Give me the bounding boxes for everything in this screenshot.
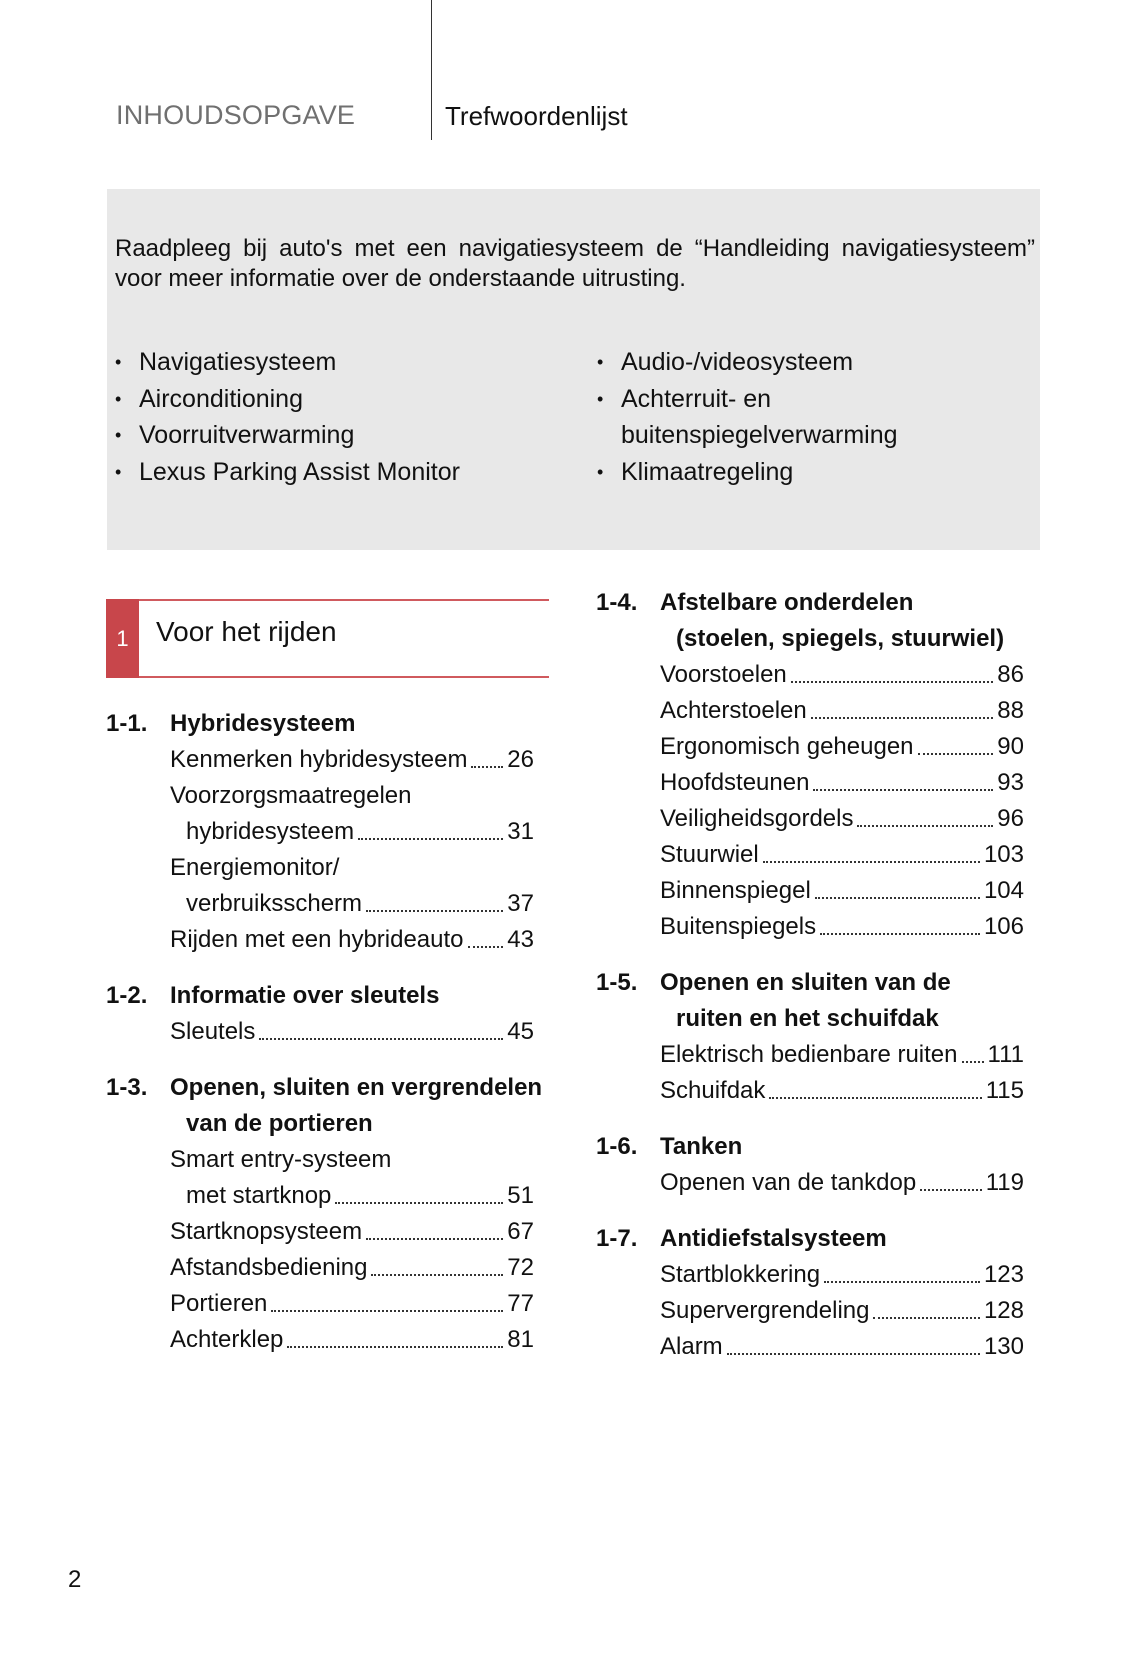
toc-entry[interactable]: Hoofdsteunen 93 bbox=[596, 765, 1024, 801]
list-item: • Achterruit- en bbox=[597, 381, 898, 418]
section-heading[interactable] bbox=[106, 706, 534, 742]
list-item: • Airconditioning bbox=[115, 381, 460, 418]
section-heading[interactable] bbox=[106, 1070, 543, 1106]
page-ref: 51 bbox=[507, 1182, 534, 1209]
bullet-icon: • bbox=[115, 461, 122, 482]
page-ref: 123 bbox=[983, 1261, 1024, 1288]
toc-entry[interactable]: Afstandsbediening 72 bbox=[106, 1250, 534, 1286]
dot-leader bbox=[471, 742, 503, 768]
section-heading-continuation[interactable] bbox=[596, 1001, 1024, 1037]
toc-entry[interactable]: met startknop 51 bbox=[106, 1178, 534, 1214]
chapter-heading bbox=[106, 599, 549, 678]
dot-leader bbox=[824, 1257, 980, 1283]
section-heading[interactable] bbox=[596, 1129, 1024, 1165]
page-ref: 86 bbox=[997, 661, 1024, 688]
toc-entry[interactable]: Kenmerken hybridesysteem 26 bbox=[106, 742, 534, 778]
page-ref: 26 bbox=[507, 746, 534, 773]
section-title: Hybridesysteem bbox=[170, 710, 356, 737]
toc-entry[interactable]: verbruiksscherm 37 bbox=[106, 886, 534, 922]
dot-leader bbox=[259, 1014, 503, 1040]
toc-left-column bbox=[106, 706, 543, 1378]
list-item: • Audio-/videosysteem bbox=[597, 344, 898, 381]
dot-leader bbox=[763, 837, 980, 863]
chapter-title[interactable]: Voor het rijden bbox=[156, 616, 337, 647]
header-divider bbox=[431, 0, 432, 140]
dot-leader bbox=[920, 1165, 982, 1191]
toc-entry[interactable]: Voorstoelen 86 bbox=[596, 657, 1024, 693]
toc-entry[interactable]: Startblokkering 123 bbox=[596, 1257, 1024, 1293]
toc-section-1-4 bbox=[596, 585, 1024, 945]
section-title: ruiten en het schuifdak bbox=[676, 1005, 939, 1032]
toc-entry[interactable]: Binnenspiegel 104 bbox=[596, 873, 1024, 909]
section-number: 1-1. bbox=[106, 710, 148, 737]
toc-section-1-3 bbox=[106, 1070, 543, 1358]
toc-entry[interactable]: Portieren 77 bbox=[106, 1286, 534, 1322]
list-item: • Klimaatregeling bbox=[597, 454, 898, 491]
toc-right-column bbox=[596, 585, 1024, 1385]
chapter-rule-top bbox=[139, 599, 549, 601]
list-item: • Lexus Parking Assist Monitor bbox=[115, 454, 460, 491]
page-ref: 77 bbox=[507, 1290, 534, 1317]
section-title: Informatie over sleutels bbox=[170, 982, 440, 1009]
dot-leader bbox=[287, 1322, 503, 1348]
toc-entry-line[interactable]: Energiemonitor/ bbox=[170, 854, 340, 881]
section-number: 1-3. bbox=[106, 1074, 148, 1101]
page-ref: 90 bbox=[997, 733, 1024, 760]
chapter-rule-bottom bbox=[139, 676, 549, 678]
dot-leader bbox=[873, 1293, 979, 1319]
page-ref: 106 bbox=[983, 913, 1024, 940]
bullet-icon: • bbox=[597, 388, 604, 409]
list-item-continuation: buitenspiegelverwarming bbox=[621, 421, 898, 449]
page-ref: 96 bbox=[997, 805, 1024, 832]
toc-entry-line[interactable]: Voorzorgsmaatregelen bbox=[170, 782, 412, 809]
toc-entry[interactable]: Openen van de tankdop 119 bbox=[596, 1165, 1024, 1201]
bullet-icon: • bbox=[115, 388, 122, 409]
section-title: Afstelbare onderdelen bbox=[660, 589, 914, 616]
dot-leader bbox=[791, 657, 994, 683]
equipment-list-left bbox=[115, 344, 460, 490]
dot-leader bbox=[366, 886, 503, 912]
chapter-number-tab: 1 bbox=[106, 599, 139, 678]
section-number: 1-7. bbox=[596, 1225, 638, 1252]
page-ref: 93 bbox=[997, 769, 1024, 796]
page-ref: 45 bbox=[507, 1018, 534, 1045]
dot-leader bbox=[271, 1286, 503, 1312]
toc-entry-line[interactable]: Smart entry-systeem bbox=[170, 1146, 392, 1173]
section-number: 1-2. bbox=[106, 982, 148, 1009]
bullet-icon: • bbox=[115, 425, 122, 445]
page-ref: 67 bbox=[507, 1218, 534, 1245]
dot-leader bbox=[813, 765, 993, 791]
dot-leader bbox=[820, 909, 980, 935]
index-tab-link[interactable]: Trefwoordenlijst bbox=[445, 101, 628, 131]
page-ref: 72 bbox=[507, 1254, 534, 1281]
dot-leader bbox=[358, 814, 503, 840]
page-ref: 119 bbox=[985, 1169, 1024, 1196]
page-ref: 104 bbox=[983, 877, 1024, 904]
toc-entry[interactable]: Buitenspiegels 106 bbox=[596, 909, 1024, 945]
dot-leader bbox=[918, 729, 994, 755]
toc-entry[interactable]: Veiligheidsgordels 96 bbox=[596, 801, 1024, 837]
section-heading[interactable] bbox=[596, 1221, 1024, 1257]
section-title: (stoelen, spiegels, stuurwiel) bbox=[676, 625, 1005, 652]
toc-entry[interactable]: Stuurwiel 103 bbox=[596, 837, 1024, 873]
toc-section-1-1 bbox=[106, 706, 534, 958]
toc-section-1-7 bbox=[596, 1221, 1024, 1365]
page-ref: 111 bbox=[987, 1041, 1024, 1068]
toc-entry[interactable]: Achterklep 81 bbox=[106, 1322, 534, 1358]
bullet-icon: • bbox=[597, 461, 604, 482]
page-ref: 115 bbox=[985, 1077, 1024, 1104]
toc-entry[interactable]: Rijden met een hybrideauto 43 bbox=[106, 922, 534, 958]
section-heading[interactable] bbox=[596, 585, 1024, 621]
page-ref: 31 bbox=[507, 818, 534, 845]
toc-entry[interactable]: Elektrisch bedienbare ruiten 111 bbox=[596, 1037, 1024, 1073]
dot-leader bbox=[335, 1178, 503, 1204]
bullet-icon: • bbox=[115, 352, 122, 372]
info-box bbox=[107, 189, 1040, 550]
dot-leader bbox=[962, 1037, 984, 1063]
section-heading[interactable] bbox=[106, 978, 534, 1014]
bullet-icon: • bbox=[597, 352, 604, 372]
toc-entry[interactable]: Alarm 130 bbox=[596, 1329, 1024, 1365]
section-title: Openen en sluiten van de bbox=[660, 969, 951, 996]
dot-leader bbox=[811, 693, 994, 719]
equipment-list-right bbox=[597, 344, 898, 490]
page-ref: 103 bbox=[983, 841, 1024, 868]
dot-leader bbox=[468, 922, 504, 948]
toc-entry[interactable]: Achterstoelen 88 bbox=[596, 693, 1024, 729]
toc-entry[interactable]: Startknopsysteem 67 bbox=[106, 1214, 534, 1250]
info-text: Raadpleeg bij auto's met een navigatiesysteem de “Handleiding navigatiesysteem” voor meer informatie over de onderstaande uitrusting. bbox=[115, 235, 1035, 292]
page-ref: 37 bbox=[507, 890, 534, 917]
toc-entry[interactable]: Schuifdak 115 bbox=[596, 1073, 1024, 1109]
toc-section-1-6 bbox=[596, 1129, 1024, 1201]
section-title: Antidiefstalsysteem bbox=[660, 1225, 887, 1252]
page-ref: 43 bbox=[507, 926, 534, 953]
section-title: Tanken bbox=[660, 1133, 743, 1160]
section-title: van de portieren bbox=[186, 1110, 373, 1137]
toc-entry[interactable]: Supervergrendeling 128 bbox=[596, 1293, 1024, 1329]
dot-leader bbox=[371, 1250, 503, 1276]
page-ref: 88 bbox=[997, 697, 1024, 724]
dot-leader bbox=[769, 1073, 981, 1099]
toc-entry[interactable]: Ergonomisch geheugen 90 bbox=[596, 729, 1024, 765]
section-heading[interactable] bbox=[596, 965, 1024, 1001]
section-heading-continuation[interactable] bbox=[596, 621, 1024, 657]
dot-leader bbox=[366, 1214, 503, 1240]
dot-leader bbox=[727, 1329, 980, 1355]
list-item: • Navigatiesysteem bbox=[115, 344, 460, 381]
list-item: • Voorruitverwarming bbox=[115, 417, 460, 454]
toc-entry[interactable]: hybridesysteem 31 bbox=[106, 814, 534, 850]
dot-leader bbox=[815, 873, 980, 899]
dot-leader bbox=[857, 801, 993, 827]
page-number: 2 bbox=[68, 1566, 82, 1593]
contents-tab-link[interactable]: INHOUDSOPGAVE bbox=[116, 100, 356, 130]
toc-entry[interactable]: Sleutels 45 bbox=[106, 1014, 534, 1050]
section-number: 1-5. bbox=[596, 969, 638, 996]
page-ref: 128 bbox=[983, 1297, 1024, 1324]
toc-section-1-2 bbox=[106, 978, 534, 1050]
page-ref: 81 bbox=[507, 1326, 534, 1353]
section-heading-continuation[interactable] bbox=[106, 1106, 534, 1142]
page-ref: 130 bbox=[983, 1333, 1024, 1360]
section-number: 1-6. bbox=[596, 1133, 638, 1160]
toc-section-1-5 bbox=[596, 965, 1024, 1109]
section-number: 1-4. bbox=[596, 589, 638, 616]
section-title: Openen, sluiten en vergrendelen bbox=[170, 1074, 543, 1101]
